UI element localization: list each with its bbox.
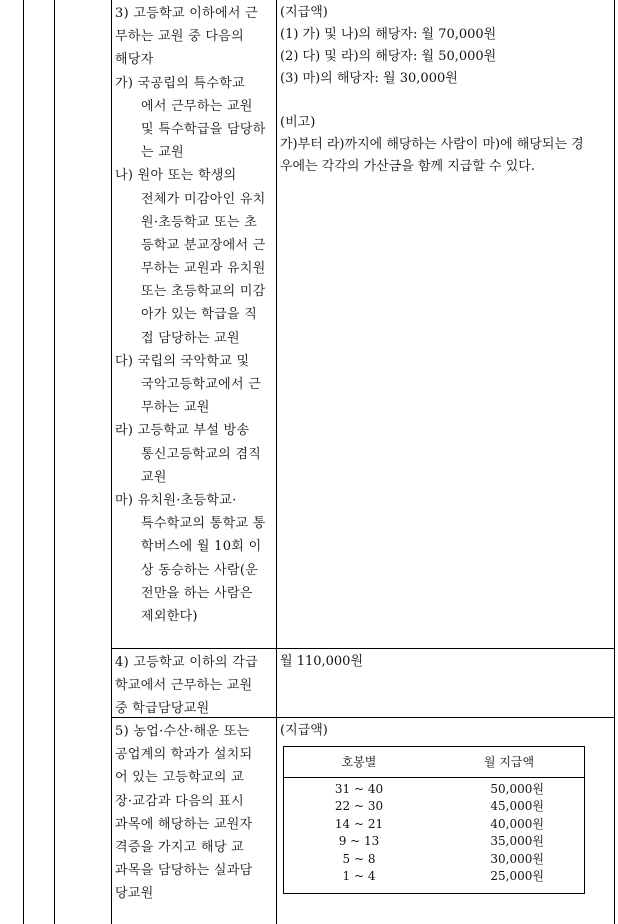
table-row: [284, 781, 584, 798]
section4-left-line: 중 학급담당교원: [115, 701, 210, 717]
section3-right-line: 가)부터 라)까지에 해당하는 사람이 마)에 해당되는 경: [280, 137, 584, 152]
section3-left-line: 교원: [141, 469, 167, 485]
section4-amount: 월 110,000원: [280, 654, 364, 669]
section5-left-line: 5) 농업·수산·해운 또는: [115, 724, 250, 739]
section3-left-line: 제외한다): [141, 608, 198, 624]
section3-left-line: 나) 원아 또는 학생의: [115, 168, 237, 184]
table-row: [284, 816, 584, 833]
section4-right-cell: [280, 651, 614, 673]
column-divider-2: [111, 0, 112, 924]
grade-range: 31 ~ 40: [334, 782, 384, 796]
grade-range: 1 ~ 4: [342, 868, 376, 883]
section3-left-line: 3) 고등학교 이하에서 근: [115, 6, 258, 21]
section5-left-cell: [115, 720, 273, 906]
section4-left-line: 학교에서 근무하는 교원: [115, 678, 253, 694]
table-header-grade: 호봉별: [341, 755, 377, 769]
section3-right-line: (1) 가) 및 나)의 해당자: 월 70,000원: [280, 27, 497, 42]
section5-left-line: 공업계의 학과가 설치되: [115, 747, 253, 763]
section3-left-line: 원·초등학교 또는 초: [141, 214, 258, 230]
section3-left-line: 는 교원: [141, 145, 185, 161]
section3-right-line: (3) 마)의 해당자: 월 30,000원: [280, 71, 458, 86]
section3-left-cell: [115, 2, 273, 628]
section3-left-line: 마) 유치원·초등학교·: [115, 492, 237, 508]
section3-left-line: 접 담당하는 교원: [141, 330, 240, 346]
table-row: [284, 833, 584, 850]
section3-right-line: (지급액): [280, 5, 328, 20]
outer-right-rule: [614, 0, 615, 924]
table-body: [284, 781, 584, 885]
section3-left-line: 가) 국공립의 특수학교: [115, 75, 245, 91]
section3-left-line: 에서 근무하는 교원: [141, 98, 253, 114]
section4-left-line: 4) 고등학교 이하의 각급: [115, 655, 258, 670]
grade-range: 22 ~ 30: [334, 799, 384, 814]
section4-left-cell: [115, 651, 273, 721]
section3-left-line: 국악고등학교에서 근: [141, 377, 262, 392]
column-divider-1: [54, 0, 55, 924]
section3-left-line: 무하는 교원: [141, 400, 210, 416]
section5-left-line: 당교원: [115, 886, 154, 902]
section3-left-line: 학버스에 월 10회 이: [141, 539, 262, 555]
section5-amount-label: (지급액): [280, 723, 328, 738]
grade-range: 5 ~ 8: [342, 851, 376, 866]
monthly-amount: 35,000원: [490, 834, 544, 849]
pay-grade-table: [283, 746, 585, 894]
monthly-amount: 50,000원: [490, 782, 544, 796]
section5-left-line: 과목에 해당하는 교원자: [115, 816, 253, 832]
monthly-amount: 30,000원: [490, 851, 544, 866]
table-header-rule: [284, 777, 584, 778]
section3-left-line: 다) 국립의 국악학교 및: [115, 353, 250, 369]
section3-right-line: 우에는 각각의 가산금을 함께 지급할 수 있다.: [280, 159, 535, 174]
table-row: [284, 868, 584, 885]
section5-left-line: 어 있는 고등학교의 교: [115, 770, 245, 786]
grade-range: 14 ~ 21: [334, 816, 384, 831]
section5-left-line: 과목을 담당하는 실과담: [115, 863, 253, 879]
table-row: [284, 851, 584, 868]
table-row: [284, 798, 584, 815]
section3-left-line: 특수학교의 통학교 통: [141, 516, 266, 532]
section5-left-line: 장·교감과 다음의 표시: [115, 793, 245, 809]
section3-right-spacer: [280, 90, 614, 112]
section3-right-line: (비고): [280, 115, 316, 130]
monthly-amount: 45,000원: [490, 799, 544, 814]
section3-left-line: 무하는 교원 중 다음의: [115, 29, 245, 45]
monthly-amount: 25,000원: [490, 868, 544, 883]
section3-left-line: 무하는 교원과 유치원: [141, 261, 266, 277]
section5-left-line: 격증을 가지고 해당 교: [115, 839, 245, 855]
section3-right-cell: [280, 2, 614, 178]
section3-right-line: (2) 다) 및 라)의 해당자: 월 50,000원: [280, 49, 497, 64]
table-header-amount: 월 지급액: [483, 755, 535, 769]
section3-left-line: 또는 초등학교의 미감: [141, 284, 266, 300]
section3-left-line: 전체가 미감아인 유치: [141, 191, 266, 207]
section3-left-line: 상 동승하는 사람(운: [141, 562, 259, 578]
section3-left-line: 및 특수학급을 담당하: [141, 121, 266, 137]
section3-left-line: 해당자: [115, 52, 154, 68]
column-divider-3: [276, 0, 277, 924]
section3-left-line: 라) 고등학교 부설 방송: [115, 423, 250, 439]
row-divider-section4: [111, 648, 615, 649]
grade-range: 9 ~ 13: [338, 834, 380, 849]
section3-left-line: 전만을 하는 사람은: [141, 585, 253, 601]
monthly-amount: 40,000원: [490, 816, 544, 831]
section5-right-cell: [280, 720, 614, 742]
section3-left-line: 통신고등학교의 겸직: [141, 446, 262, 462]
section3-left-line: 아가 있는 학급을 직: [141, 307, 258, 323]
outer-left-rule: [23, 0, 24, 924]
section3-left-line: 등학교 분교장에서 근: [141, 237, 266, 253]
